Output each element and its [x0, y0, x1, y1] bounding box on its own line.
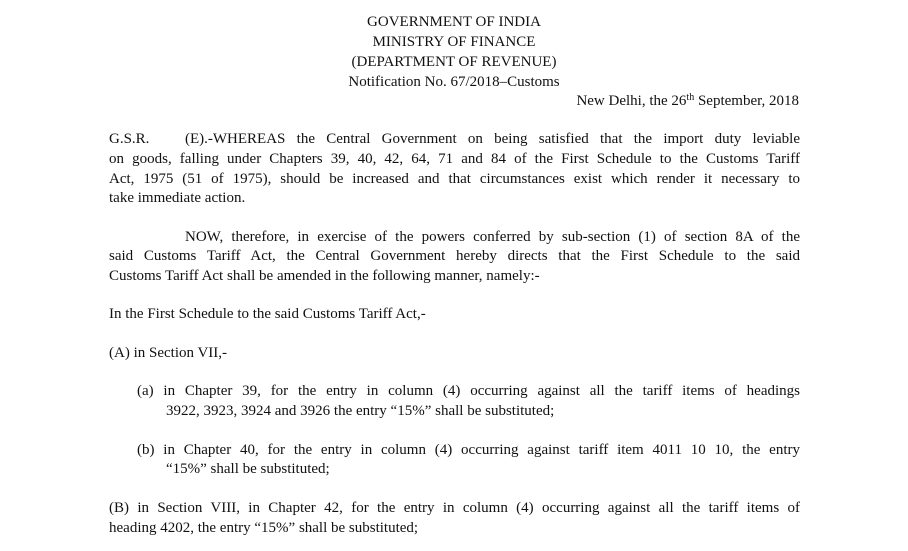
section-b-line2: heading 4202, the entry “15%” shall be substituted;: [109, 520, 419, 536]
para1-line3: Act, 1975 (51 of 1975), should be increased and that circumstances exist which render it necessary to: [109, 171, 800, 187]
item-a-b-line2: “15%” shall be substituted;: [166, 461, 330, 477]
para2-line2: said Customs Tariff Act, the Central Government hereby directs that the First Schedule to the said: [109, 248, 800, 264]
item-a-a-line2: 3922, 3923, 3924 and 3926 the entry “15%” shall be substituted;: [166, 403, 555, 419]
header-department: (DEPARTMENT OF REVENUE): [351, 54, 557, 70]
para1-line4: take immediate action.: [109, 190, 246, 206]
date-prefix: New Delhi, the 26: [576, 93, 687, 109]
notification-date: [576, 91, 799, 111]
date-suffix: September, 2018: [694, 93, 799, 109]
section-b-line1: (B) in Section VIII, in Chapter 42, for the entry in column (4) occurring against all the tariff items of: [109, 500, 800, 516]
para3: In the First Schedule to the said Customs Tariff Act,-: [109, 306, 426, 322]
item-a-a-line1: (a) in Chapter 39, for the entry in column (4) occurring against all the tariff items of headings: [137, 383, 800, 399]
header-government: GOVERNMENT OF INDIA: [367, 14, 541, 30]
para1-line1: (E).-WHEREAS the Central Government on being satisfied that the import duty leviable: [185, 131, 800, 147]
notification-number: Notification No. 67/2018–Customs: [348, 74, 560, 90]
section-a-heading: (A) in Section VII,-: [109, 345, 228, 361]
para2-line1: NOW, therefore, in exercise of the powers conferred by sub-section (1) of section 8A of the: [185, 229, 800, 245]
para2-line3: Customs Tariff Act shall be amended in the following manner, namely:-: [109, 268, 540, 284]
item-a-b-line1: (b) in Chapter 40, for the entry in column (4) occurring against tariff item 4011 10 10, the entry: [137, 442, 800, 458]
para1-line2: on goods, falling under Chapters 39, 40, 42, 64, 71 and 84 of the First Schedule to the Customs Tariff: [109, 151, 800, 167]
date-superscript: th: [686, 92, 695, 103]
header-ministry: MINISTRY OF FINANCE: [372, 34, 536, 50]
gsr-label: G.S.R.: [109, 131, 150, 147]
